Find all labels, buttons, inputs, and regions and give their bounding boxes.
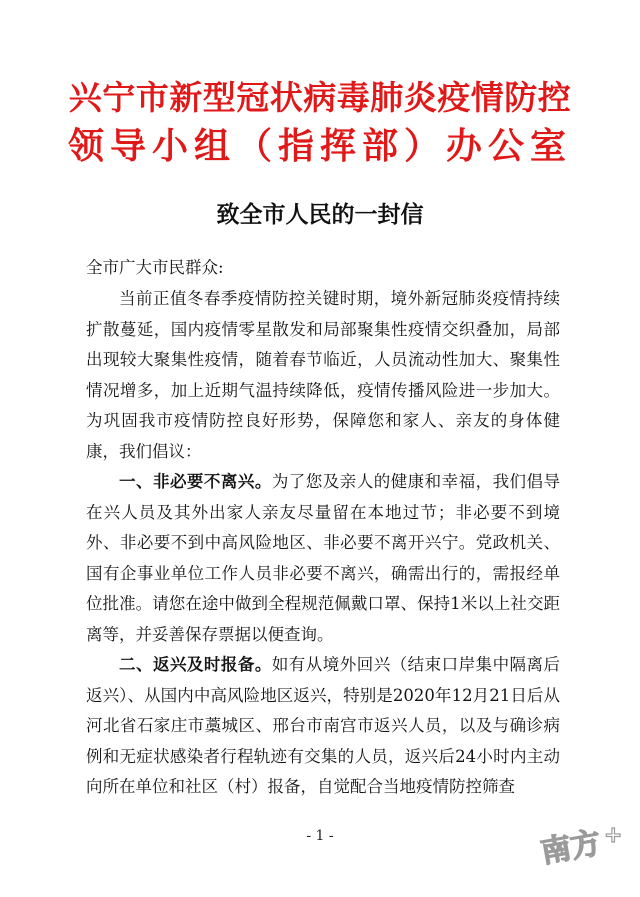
paragraph-text: 如有从境外回兴（结束口岸集中隔离后返兴）、从国内中高风险地区返兴，特别是2020年12月21日后从河北省石家庄市藁城区、邢台市南宫市返兴人员，以及与确诊病例和无症状感染者行程轨迹有交集的人员，返兴后24小时内主动向所在单位和社区（村）报备，自觉配合当地疫情防控筛查 [86,655,561,796]
paragraph-lead: 二、返兴及时报备。 [119,655,272,674]
paragraph-text: 当前正值冬春季疫情防控关键时期，境外新冠肺炎疫情持续扩散蔓延，国内疫情零星散发和局部聚集性疫情交织叠加，局部出现较大聚集性疫情，随着春节临近，人员流动性加大、聚集性情况增多，加上近期气温持续降低，疫情传播风险进一步加大。为巩固我市疫情防控良好形势，保障您和家人、亲友的身体健康，我们倡议： [86,289,560,461]
svg-text:+: + [604,823,623,848]
paragraph-lead: 一、非必要不离兴。 [119,472,272,491]
letter-title: 致全市人民的一封信 [216,201,424,228]
page-number: - 1 - [306,828,334,844]
greeting: 全市广大市民群众: [86,258,224,277]
paragraph-item-2 [86,650,560,803]
paragraph-intro [86,284,560,467]
issuer-header-line-2: 领导小组（指挥部）办公室 [67,126,572,167]
paragraph-text: 为了您及亲人的健康和幸福，我们倡导在兴人员及其外出家人亲友尽量留在本地过节；非必要不到境外、非必要不到中高风险地区、非必要不离开兴宁。党政机关、国有企事业单位工作人员非必要不离兴，确需出行的，需报经单位批准。请您在途中做到全程规范佩戴口罩、保持1米以上社交距离等，并妥善保存票据以便查询。 [86,472,561,644]
issuer-header-line-1: 兴宁市新型冠状病毒肺炎疫情防控 [68,78,572,117]
svg-text:南方: 南方 [538,825,604,871]
nanfang-plus-watermark-icon [534,812,624,872]
paragraph-item-1 [86,467,560,650]
